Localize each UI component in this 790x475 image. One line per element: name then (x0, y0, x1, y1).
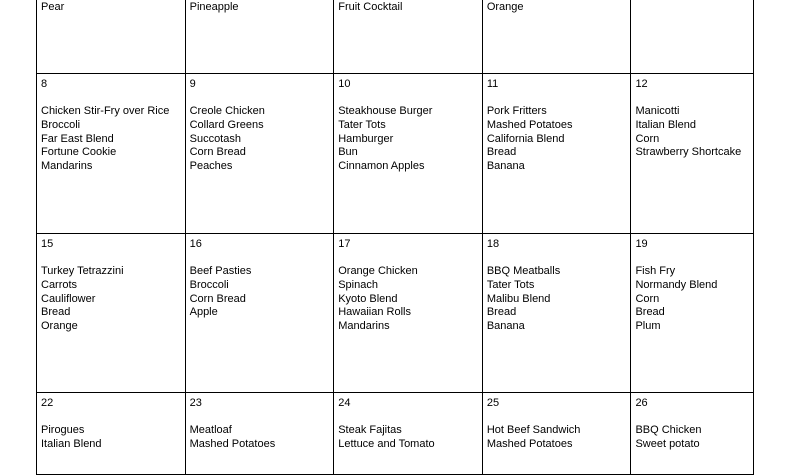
menu-item: Italian Blend (41, 438, 102, 451)
menu-item: Manicotti (635, 105, 680, 118)
day-content (186, 393, 334, 452)
day-cell (37, 0, 186, 74)
menu-item: Carrots (41, 279, 78, 292)
menu-item: Broccoli (189, 279, 229, 292)
menu-item: Tater Tots (338, 119, 386, 132)
day-cell (185, 234, 334, 393)
menu-item: Normandy Blend (635, 279, 718, 292)
menu-item: Pineapple (189, 1, 239, 13)
menu-item: Malibu Blend (486, 292, 551, 305)
menu-item: Peaches (189, 160, 233, 173)
day-content (483, 74, 631, 174)
menu-item: Bread (41, 306, 71, 319)
menu-item: Beef Pasties (189, 265, 252, 278)
menu-item: Pear (41, 1, 65, 13)
menu-item: Italian Blend (635, 119, 696, 132)
menu-item: Cauliflower (41, 292, 96, 305)
menu-item: Banana (486, 320, 525, 333)
menu-item: BBQ Chicken (635, 424, 702, 437)
day-number: 19 (635, 238, 648, 250)
day-cell (185, 0, 334, 74)
menu-item: Mandarins (41, 160, 93, 173)
day-content (631, 74, 753, 160)
day-cell (631, 393, 754, 475)
menu-item: Bun (338, 146, 358, 159)
day-cell (185, 393, 334, 475)
menu-item: Succotash (189, 132, 241, 145)
day-cell (37, 74, 186, 234)
day-number: 9 (189, 78, 196, 90)
menu-item: Spinach (338, 279, 378, 292)
day-number: 18 (486, 238, 500, 250)
menu-item: Hawaiian Rolls (338, 306, 411, 319)
menu-item: BBQ Meatballs (486, 265, 561, 278)
menu-item: Corn Bread (189, 146, 246, 159)
menu-item: Pirogues (41, 424, 85, 437)
day-content (631, 234, 753, 334)
day-content (37, 0, 185, 15)
menu-item: Strawberry Shortcake (635, 146, 742, 159)
menu-item: Steak Fajitas (338, 424, 402, 437)
day-cell (334, 0, 483, 74)
day-cell (482, 74, 631, 234)
day-content (483, 0, 631, 15)
week-row (37, 234, 754, 393)
menu-item: Kyoto Blend (338, 292, 398, 305)
menu-item: Mashed Potatoes (486, 438, 573, 451)
day-content (631, 0, 753, 1)
menu-item: Hamburger (338, 132, 394, 145)
day-content (37, 234, 185, 334)
week-row (37, 74, 754, 234)
day-content (334, 74, 482, 174)
menu-item: Lettuce and Tomato (338, 438, 435, 451)
menu-item: Pork Fritters (486, 105, 547, 118)
day-number: 26 (635, 397, 648, 409)
week-row (37, 393, 754, 475)
day-content (37, 393, 185, 452)
day-cell (334, 234, 483, 393)
day-cell (37, 234, 186, 393)
day-number: 12 (635, 78, 648, 90)
menu-item: Banana (486, 160, 525, 173)
day-cell (334, 393, 483, 475)
day-cell (482, 393, 631, 475)
day-number: 25 (486, 397, 500, 409)
menu-item: Mashed Potatoes (189, 438, 276, 451)
day-cell (185, 74, 334, 234)
menu-item: Chicken Stir-Fry over Rice (41, 105, 170, 118)
menu-item: Tater Tots (486, 279, 535, 292)
menu-item: Corn (635, 292, 660, 305)
day-number: 23 (189, 397, 202, 409)
menu-item: Sweet potato (635, 438, 700, 451)
day-cell (37, 393, 186, 475)
day-cell (631, 234, 754, 393)
day-number: 10 (338, 78, 351, 90)
menu-item: Hot Beef Sandwich (486, 424, 581, 437)
menu-item: Orange (486, 1, 524, 13)
day-content (186, 234, 334, 320)
menu-item: Mashed Potatoes (486, 119, 573, 132)
menu-item: Turkey Tetrazzini (41, 265, 124, 278)
menu-item: Steakhouse Burger (338, 105, 433, 118)
menu-item: Apple (189, 306, 218, 319)
menu-item: Far East Blend (41, 132, 114, 145)
menu-item: Collard Greens (189, 119, 264, 132)
week-row (37, 0, 754, 74)
day-number: 24 (338, 397, 351, 409)
menu-item: Bread (486, 146, 517, 159)
day-content (483, 393, 631, 452)
day-number: 17 (338, 238, 351, 250)
day-content (186, 0, 334, 15)
menu-item: Bread (486, 306, 517, 319)
day-cell (334, 74, 483, 234)
menu-item: Creole Chicken (189, 105, 265, 118)
menu-calendar (36, 0, 754, 475)
menu-item: Fortune Cookie (41, 146, 117, 159)
menu-item: Cinnamon Apples (338, 160, 425, 173)
menu-item: Meatloaf (189, 424, 232, 437)
day-number: 16 (189, 238, 202, 250)
day-cell (631, 74, 754, 234)
menu-item: Broccoli (41, 119, 81, 132)
day-number: 8 (41, 78, 48, 90)
menu-item: Orange Chicken (338, 265, 418, 278)
menu-item: Plum (635, 320, 661, 333)
menu-item: Bread (635, 306, 665, 319)
day-content (334, 234, 482, 334)
day-content (186, 74, 334, 174)
day-content (334, 0, 482, 15)
day-content (334, 393, 482, 452)
day-number: 11 (486, 78, 499, 90)
day-cell (482, 0, 631, 74)
day-content (483, 234, 631, 334)
day-cell (482, 234, 631, 393)
day-content (37, 74, 185, 174)
menu-item: Corn (635, 132, 660, 145)
day-number: 15 (41, 238, 54, 250)
menu-item: Fruit Cocktail (338, 1, 403, 13)
menu-item: Fish Fry (635, 265, 676, 278)
menu-item: Mandarins (338, 320, 390, 333)
menu-item: Corn Bread (189, 292, 246, 305)
menu-item: Orange (41, 320, 78, 333)
day-cell (631, 0, 754, 74)
day-content (631, 393, 753, 452)
menu-item: California Blend (486, 132, 565, 145)
day-number: 22 (41, 397, 54, 409)
